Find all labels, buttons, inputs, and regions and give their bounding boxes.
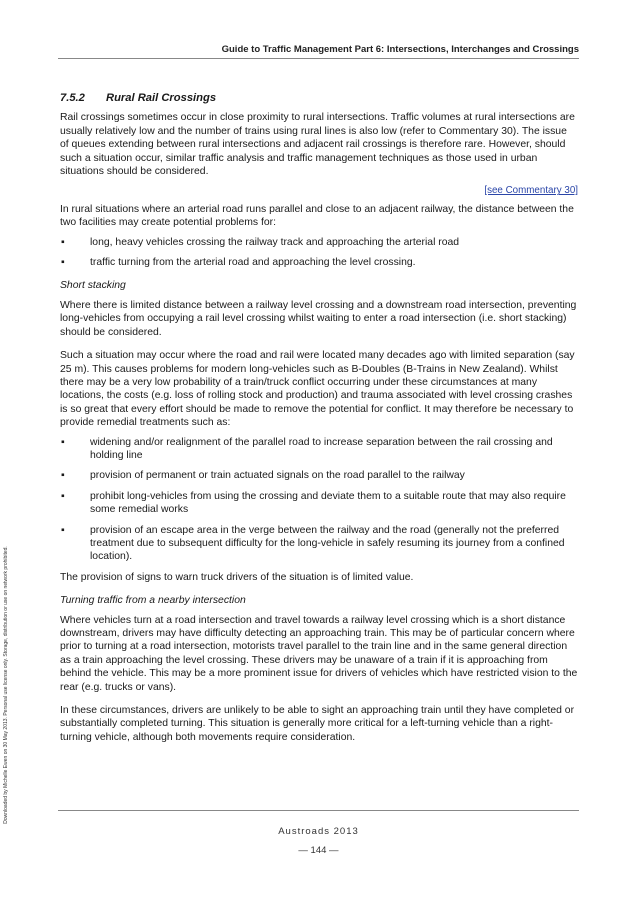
list-item-text: provision of permanent or train actuated signals on the road parallel to the railway xyxy=(90,470,465,482)
bullet-icon: ▪ xyxy=(61,470,65,482)
paragraph-short-stacking: Where there is limited distance between a railway level crossing and a downstream road intersection, preventing long-vehicles from occupying a rail level crossing whilst waiting to enter a road intersection (i.e. short stacking) should be considered. xyxy=(60,299,577,338)
treatment-list xyxy=(60,436,578,564)
paragraph-turning-traffic: Where vehicles turn at a road intersection and travel towards a railway level crossing which is a short distance downstream, drivers may have difficulty detecting an approaching train. This may be of particular concern where prior to turning at a road intersection, motorists travel parallel to the train line and in the same general direction as a train approaching the level crossing. These drivers may be unaware of a train if it is approaching from behind the vehicle. This may be a more prominent issue for drivers of vehicles which have restricted vision to the rear (e.g. trucks or vans). xyxy=(60,614,578,693)
section-number: 7.5.2 xyxy=(60,92,85,104)
problem-list xyxy=(60,236,578,270)
list-item xyxy=(60,236,578,249)
side-download-note xyxy=(0,0,12,902)
footer-org: Austroads 2013 xyxy=(278,826,359,837)
list-item-text: long, heavy vehicles crossing the railway track and approaching the arterial road xyxy=(90,236,460,248)
footer-rule xyxy=(58,810,579,811)
side-download-note-text: Downloaded by Michelle Ewen on 30 May 2013. Personal use license only. Storage, distribution or use on network prohibited. xyxy=(3,546,9,824)
subheading-turning-traffic: Turning traffic from a nearby intersection xyxy=(60,595,246,607)
paragraph-circumstances: In these circumstances, drivers are unlikely to be able to sight an approaching train until they have completed or substantially completed turning. This situation is generally more critical for a left-turning vehicle than a right-turning vehicle, although both movements require consideration. xyxy=(60,705,575,743)
list-item xyxy=(60,256,578,269)
bullet-icon: ▪ xyxy=(61,524,65,536)
list-item-text: widening and/or realignment of the parallel road to increase separation between the rail crossing and holding line xyxy=(90,436,553,461)
list-item xyxy=(60,469,578,482)
list-item xyxy=(60,436,578,463)
paragraph-situation: Such a situation may occur where the road and rail were located many decades ago with limited separation (say 25 m). This causes problems for modern long-vehicles such as B-Doubles (B-Trains in New Zealand). Whilst there may be a very low probability of a train/truck conflict occurring under these circumstances at many locations, the costs (e.g. loss of rolling stock and production) and trauma associated with level crossing crashes is so great that every effort should be made to remove the potential for conflict. It may therefore be necessary to provide remedial treatments such as: xyxy=(60,350,575,429)
bullet-icon: ▪ xyxy=(61,436,65,448)
bullet-icon: ▪ xyxy=(61,257,65,269)
bullet-icon: ▪ xyxy=(61,236,65,248)
list-item-text: provision of an escape area in the verge between the railway and the road (generally not the preferred treatment due to subsequent difficulty for the long-vehicle in safely resuming its journey from a confined location). xyxy=(90,524,565,563)
section-title: Rural Rail Crossings xyxy=(106,92,217,104)
paragraph-signs: The provision of signs to warn truck drivers of the situation is of limited value. xyxy=(60,571,414,583)
bullet-icon: ▪ xyxy=(61,490,65,502)
section-heading xyxy=(60,92,578,105)
header-rule xyxy=(58,58,579,59)
page-number: — 144 — xyxy=(298,845,339,856)
page-content xyxy=(60,92,578,750)
commentary-link[interactable]: [see Commentary 30] xyxy=(484,185,578,197)
list-item xyxy=(60,490,578,517)
paragraph-parallel-road: In rural situations where an arterial road runs parallel and close to an adjacent railway, the distance between the two facilities may create potential problems for: xyxy=(60,203,574,229)
subheading-short-stacking: Short stacking xyxy=(60,280,126,292)
header-title: Guide to Traffic Management Part 6: Intersections, Interchanges and Crossings xyxy=(221,44,579,55)
paragraph-intro: Rail crossings sometimes occur in close proximity to rural intersections. Traffic volumes at rural intersections are usually relatively low and the number of trains using rural lines is also low (refer to Commentary 30). The issue of queues extending between rural intersections and adjacent rail crossings is therefore rare. However, should such a situation occur, similar traffic analysis and traffic management techniques as those used in urban situations should be considered. xyxy=(60,112,575,178)
list-item-text: traffic turning from the arterial road and approaching the level crossing. xyxy=(90,257,416,269)
list-item xyxy=(60,524,578,564)
list-item-text: prohibit long-vehicles from using the crossing and deviate them to a suitable route that may also require some remedial works xyxy=(90,490,566,516)
